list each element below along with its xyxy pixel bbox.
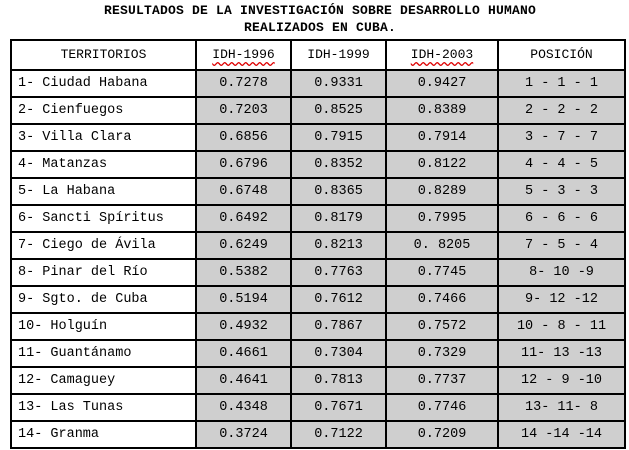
territory-cell: 14- Granma — [12, 422, 195, 447]
idh-1999-cell: 0.7813 — [292, 368, 385, 393]
header-posicion: POSICIÓN — [499, 41, 624, 69]
territory-cell: 3- Villa Clara — [12, 125, 195, 150]
idh-1996-cell: 0.6856 — [197, 125, 290, 150]
header-territorios: TERRITORIOS — [12, 41, 195, 69]
territory-cell: 6- Sancti Spíritus — [12, 206, 195, 231]
posicion-cell: 3 - 7 - 7 — [499, 125, 624, 150]
territory-cell: 1- Ciudad Habana — [12, 71, 195, 96]
idh-1999-cell: 0.7612 — [292, 287, 385, 312]
idh-1999-cell: 0.7867 — [292, 314, 385, 339]
idh-1996-cell: 0.6796 — [197, 152, 290, 177]
idh-1996-cell: 0.7278 — [197, 71, 290, 96]
idh-1996-cell: 0.7203 — [197, 98, 290, 123]
idh-2003-cell: 0.7209 — [387, 422, 497, 447]
page-title: RESULTADOS DE LA INVESTIGACIÓN SOBRE DESARROLLO HUMANO — [103, 3, 537, 18]
territory-cell: 10- Holguín — [12, 314, 195, 339]
posicion-cell: 2 - 2 - 2 — [499, 98, 624, 123]
header-idh-1999: IDH-1999 — [292, 41, 385, 69]
posicion-cell: 5 - 3 - 3 — [499, 179, 624, 204]
idh-1999-cell: 0.7671 — [292, 395, 385, 420]
posicion-cell: 1 - 1 - 1 — [499, 71, 624, 96]
idh-1999-cell: 0.8352 — [292, 152, 385, 177]
idh-1996-cell: 0.5382 — [197, 260, 290, 285]
idh-1996-cell: 0.5194 — [197, 287, 290, 312]
idh-2003-cell: 0.7914 — [387, 125, 497, 150]
idh-2003-cell: 0.7572 — [387, 314, 497, 339]
idh-1999-cell: 0.7763 — [292, 260, 385, 285]
idh-2003-cell: 0.7329 — [387, 341, 497, 366]
territory-cell: 12- Camaguey — [12, 368, 195, 393]
posicion-cell: 13- 11- 8 — [499, 395, 624, 420]
territory-cell: 9- Sgto. de Cuba — [12, 287, 195, 312]
idh-2003-cell: 0.8122 — [387, 152, 497, 177]
idh-1999-cell: 0.9331 — [292, 71, 385, 96]
territory-cell: 8- Pinar del Río — [12, 260, 195, 285]
territory-cell: 5- La Habana — [12, 179, 195, 204]
territory-cell: 11- Guantánamo — [12, 341, 195, 366]
idh-2003-cell: 0.7995 — [387, 206, 497, 231]
idh-1996-cell: 0.6748 — [197, 179, 290, 204]
posicion-cell: 12 - 9 -10 — [499, 368, 624, 393]
idh-1999-cell: 0.7304 — [292, 341, 385, 366]
idh-1996-cell: 0.4348 — [197, 395, 290, 420]
idh-2003-cell: 0.8289 — [387, 179, 497, 204]
posicion-cell: 11- 13 -13 — [499, 341, 624, 366]
territory-cell: 4- Matanzas — [12, 152, 195, 177]
territory-cell: 2- Cienfuegos — [12, 98, 195, 123]
idh-table — [10, 39, 626, 449]
idh-2003-cell: 0.7745 — [387, 260, 497, 285]
posicion-cell: 10 - 8 - 11 — [499, 314, 624, 339]
header-idh-1996: IDH-1996 — [197, 41, 290, 69]
posicion-cell: 9- 12 -12 — [499, 287, 624, 312]
idh-2003-cell: 0.8389 — [387, 98, 497, 123]
idh-2003-cell: 0.7737 — [387, 368, 497, 393]
idh-1999-cell: 0.7122 — [292, 422, 385, 447]
idh-2003-cell: 0.7746 — [387, 395, 497, 420]
idh-2003-cell: 0. 8205 — [387, 233, 497, 258]
idh-1999-cell: 0.8179 — [292, 206, 385, 231]
territory-cell: 7- Ciego de Ávila — [12, 233, 195, 258]
posicion-cell: 7 - 5 - 4 — [499, 233, 624, 258]
idh-1996-cell: 0.6492 — [197, 206, 290, 231]
posicion-cell: 8- 10 -9 — [499, 260, 624, 285]
idh-1999-cell: 0.8365 — [292, 179, 385, 204]
posicion-cell: 6 - 6 - 6 — [499, 206, 624, 231]
idh-2003-cell: 0.9427 — [387, 71, 497, 96]
idh-1999-cell: 0.7915 — [292, 125, 385, 150]
idh-1999-cell: 0.8525 — [292, 98, 385, 123]
posicion-cell: 14 -14 -14 — [499, 422, 624, 447]
posicion-cell: 4 - 4 - 5 — [499, 152, 624, 177]
idh-1996-cell: 0.4932 — [197, 314, 290, 339]
idh-1999-cell: 0.8213 — [292, 233, 385, 258]
territory-cell: 13- Las Tunas — [12, 395, 195, 420]
idh-1996-cell: 0.6249 — [197, 233, 290, 258]
idh-2003-cell: 0.7466 — [387, 287, 497, 312]
idh-1996-cell: 0.4661 — [197, 341, 290, 366]
header-idh-2003: IDH-2003 — [387, 41, 497, 69]
idh-1996-cell: 0.3724 — [197, 422, 290, 447]
page-subtitle: REALIZADOS EN CUBA. — [243, 20, 397, 35]
idh-1996-cell: 0.4641 — [197, 368, 290, 393]
